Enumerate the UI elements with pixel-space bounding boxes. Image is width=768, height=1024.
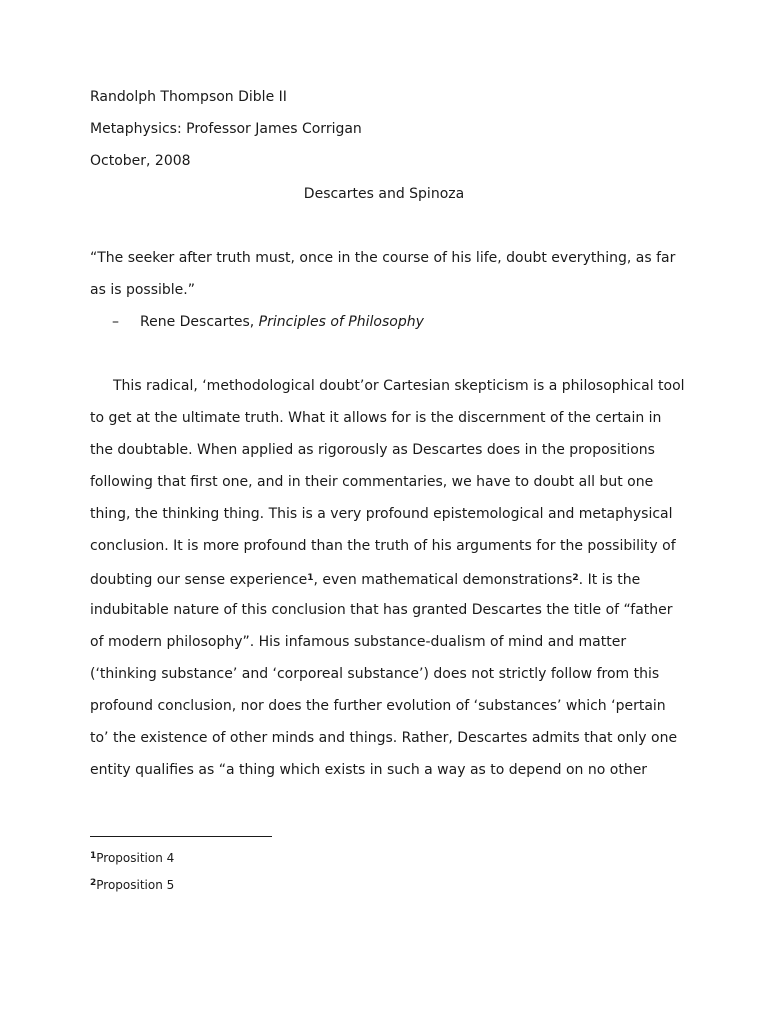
body-line-7 — [90, 569, 680, 589]
body-line-1: This radical, ‘methodological doubt’or Cartesian skepticism is a philosophical tool — [113, 378, 685, 394]
body-line-13: entity qualifies as “a thing which exists in such a way as to depend on no other — [90, 762, 648, 778]
body-line-9: of modern philosophy”. His infamous substance-dualism of mind and matter — [90, 634, 627, 650]
footnote-text-1: Proposition 4 — [96, 851, 175, 865]
body-line-7a: doubting our sense experience — [90, 572, 308, 588]
body-line-3: the doubtable. When applied as rigorously as Descartes does in the propositions — [90, 442, 655, 458]
footnote-ref-2[interactable]: 2 — [572, 573, 579, 583]
footnote-separator — [90, 836, 272, 837]
footnote-ref-1[interactable]: 1 — [307, 573, 314, 583]
attribution-work: Principles of Philosophy — [258, 314, 424, 330]
body-line-7c: . It is the — [578, 572, 641, 588]
author-line: Randolph Thompson Dible II — [90, 89, 287, 105]
epigraph-attribution — [140, 313, 424, 331]
body-line-10: (‘thinking substance’ and ‘corporeal substance’) does not strictly follow from this — [90, 666, 660, 682]
attribution-dash: – — [112, 314, 119, 330]
document-title: Descartes and Spinoza — [303, 186, 465, 202]
footnote-marker-2: 2 — [90, 878, 97, 888]
attribution-author: Rene Descartes, — [140, 314, 259, 330]
body-line-7b: , even mathematical demonstrations — [313, 572, 573, 588]
footnote-1 — [90, 848, 174, 866]
epigraph-line-1: “The seeker after truth must, once in the course of his life, doubt everything, as far — [90, 250, 676, 266]
footnote-marker-1: 1 — [90, 851, 97, 861]
body-line-4: following that first one, and in their commentaries, we have to doubt all but one — [90, 474, 654, 490]
date-line: October, 2008 — [90, 153, 191, 169]
body-line-11: profound conclusion, nor does the further evolution of ‘substances’ which ‘pertain — [90, 698, 666, 714]
body-line-8: indubitable nature of this conclusion that has granted Descartes the title of “father — [90, 602, 673, 618]
body-line-2: to get at the ultimate truth. What it allows for is the discernment of the certain in — [90, 410, 662, 426]
body-line-6: conclusion. It is more profound than the truth of his arguments for the possibility of — [90, 538, 676, 554]
course-line: Metaphysics: Professor James Corrigan — [90, 121, 362, 137]
epigraph-line-2: as is possible.” — [90, 282, 195, 298]
body-line-5: thing, the thinking thing. This is a very profound epistemological and metaphysical — [90, 506, 673, 522]
footnote-text-2: Proposition 5 — [96, 878, 175, 892]
footnote-2 — [90, 875, 174, 893]
body-line-12: to’ the existence of other minds and things. Rather, Descartes admits that only one — [90, 730, 678, 746]
